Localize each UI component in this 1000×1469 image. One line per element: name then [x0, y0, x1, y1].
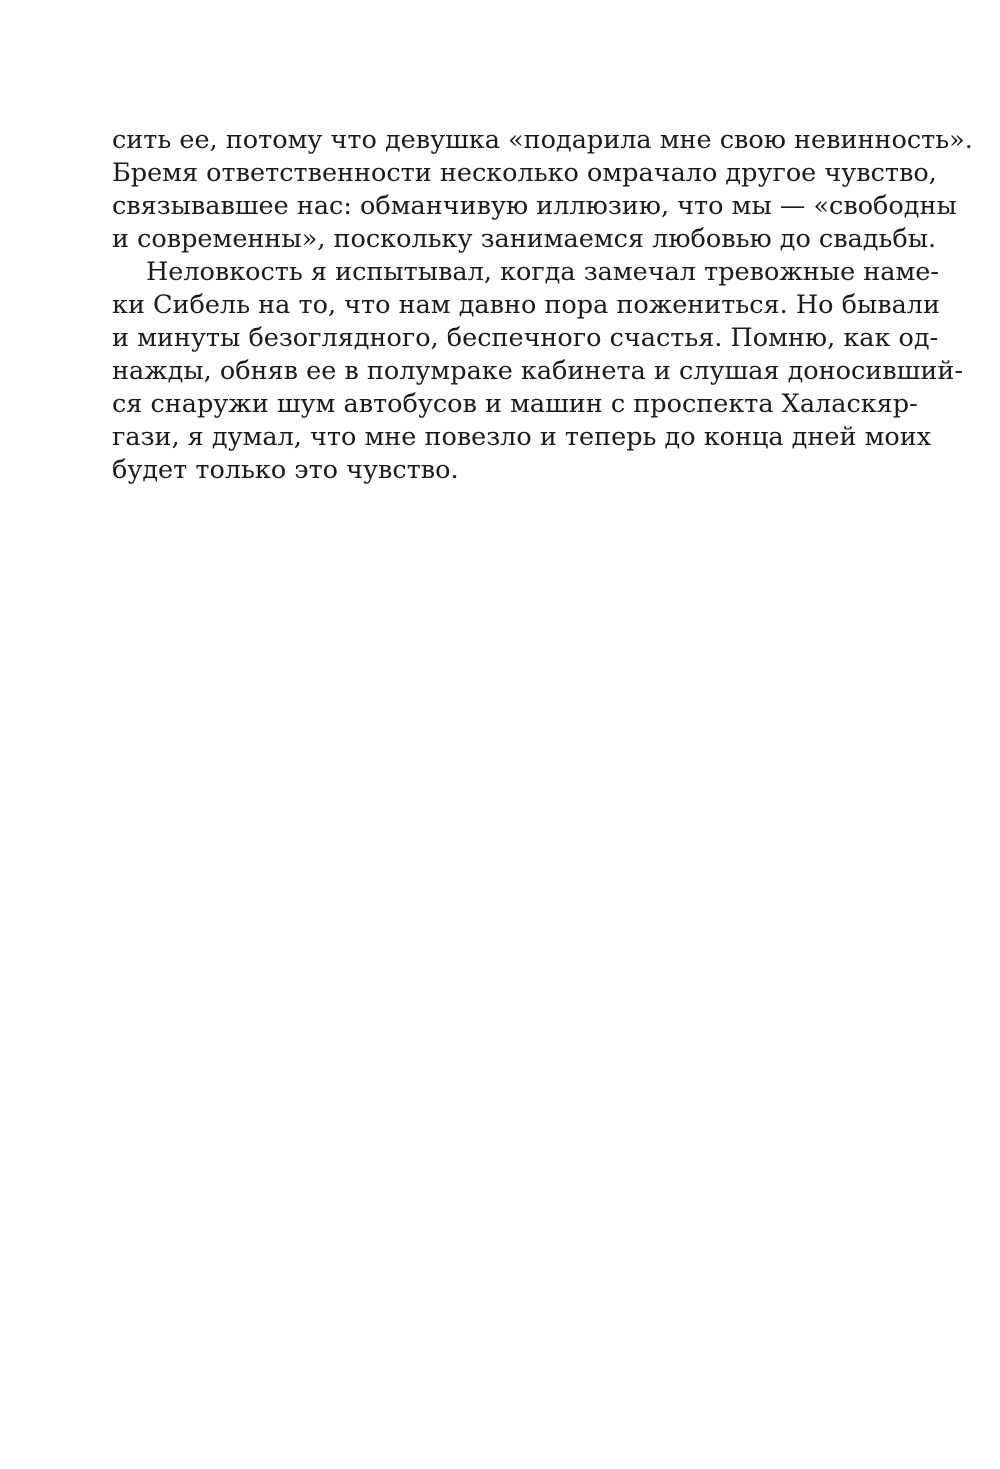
- text-line: ки Сибель на то, что нам давно пора пожениться. Но бывали: [112, 290, 940, 320]
- text-line: и минуты безоглядного, беспечного счастья. Помню, как од-: [112, 323, 939, 353]
- text-line: сить ее, потому что девушка «подарила мне свою невинность».: [112, 125, 973, 155]
- body-text: [112, 124, 973, 487]
- text-line: нажды, обняв ее в полумраке кабинета и слушая доносивший-: [112, 356, 963, 386]
- paragraph-1: [112, 124, 973, 256]
- text-line: будет только это чувство.: [112, 455, 459, 485]
- text-line: гази, я думал, что мне повезло и теперь до конца дней моих: [112, 422, 932, 452]
- text-line: и современны», поскольку занимаемся любовью до свадьбы.: [112, 224, 937, 254]
- paragraph-2: [112, 256, 963, 487]
- text-line: Бремя ответственности несколько омрачало другое чувство,: [112, 158, 937, 188]
- text-line: связывавшее нас: обманчивую иллюзию, что мы — «свободны: [112, 191, 957, 221]
- text-line: ся снаружи шум автобусов и машин с проспекта Халаскяр-: [112, 389, 918, 419]
- text-line: Неловкость я испытывал, когда замечал тревожные наме-: [146, 257, 940, 287]
